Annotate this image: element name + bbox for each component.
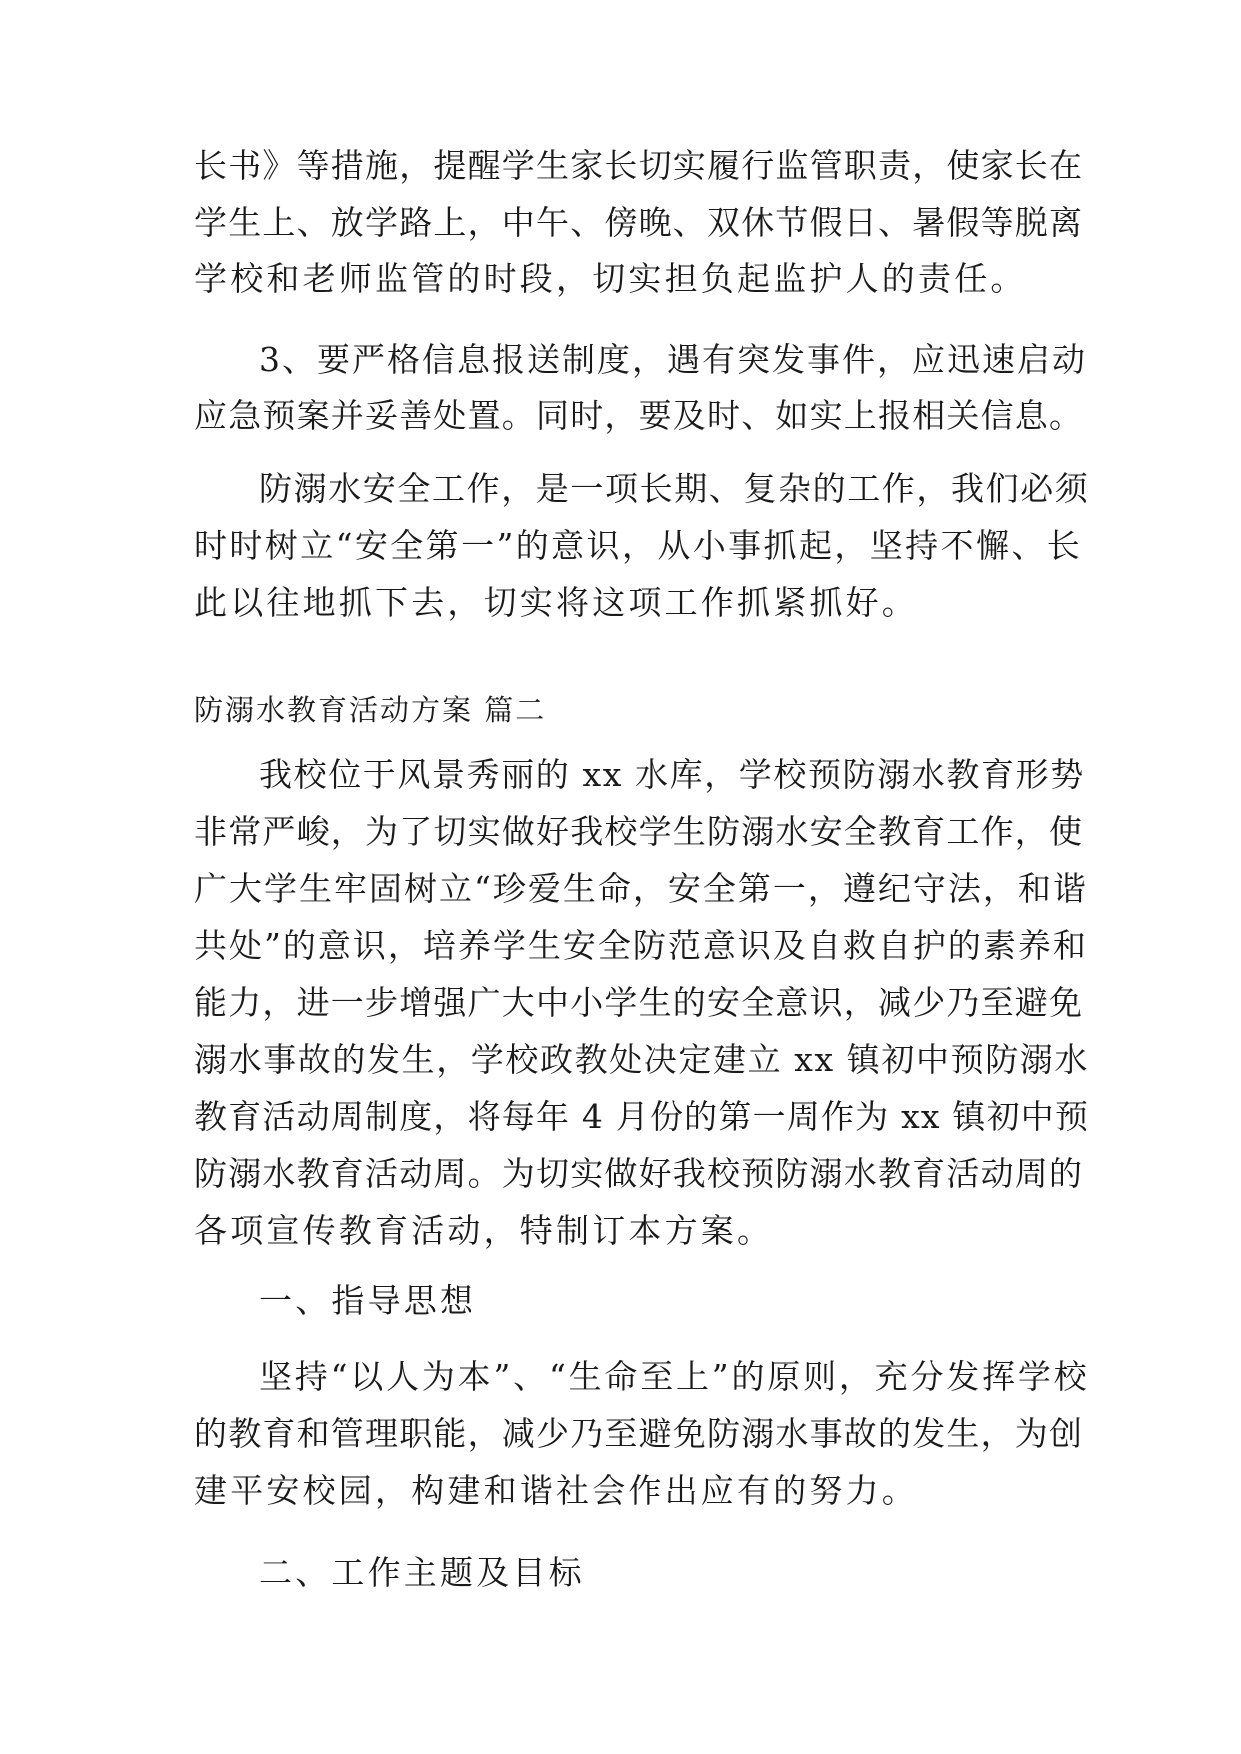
paragraph-line: 共处”的意识，培养学生安全防范意识及自救自护的素养和 — [194, 926, 1088, 965]
paragraph-line: 我校位于风景秀丽的 xx 水库，学校预防溺水教育形势 — [259, 755, 1085, 794]
paragraph-line: 防溺水安全工作，是一项长期、复杂的工作，我们必须 — [259, 469, 1090, 508]
paragraph-line: 时时树立“安全第一”的意识，从小事抓起，坚持不懈、长 — [194, 526, 1083, 565]
paragraph-line: 此以往地抓下去，切实将这项工作抓紧抓好。 — [194, 583, 918, 622]
paragraph-line: 学校和老师监管的时段，切实担负起监护人的责任。 — [194, 259, 1027, 298]
paragraph-line: 非常严峻，为了切实做好我校学生防溺水安全教育工作，使 — [194, 812, 1084, 851]
paragraph-line: 能力，进一步增强广大中小学生的安全意识，减少乃至避免 — [194, 983, 1084, 1022]
paragraph-line: 溺水事故的发生，学校政教处决定建立 xx 镇初中预防溺水 — [194, 1040, 1090, 1079]
paragraph-line: 坚持“以人为本”、“生命至上”的原则，充分发挥学校 — [259, 1357, 1090, 1396]
paragraph-line: 长书》等措施，提醒学生家长切实履行监管职责，使家长在 — [194, 146, 1084, 185]
paragraph-line: 建平安校园，构建和谐社会作出应有的努力。 — [194, 1471, 918, 1510]
paragraph-line: 防溺水教育活动周。为切实做好我校预防溺水教育活动周的 — [194, 1154, 1084, 1193]
paragraph-line: 应急预案并妥善处置。同时，要及时、如实上报相关信息。 — [194, 396, 1084, 435]
section-subheading: 一、指导思想 — [259, 1281, 477, 1320]
paragraph-line: 广大学生牢固树立“珍爱生命，安全第一，遵纪守法，和谐 — [194, 869, 1088, 908]
section-heading: 防溺水教育活动方案 篇二 — [194, 693, 547, 727]
paragraph-line: 教育活动周制度，将每年 4 月份的第一周作为 xx 镇初中预 — [194, 1097, 1090, 1136]
paragraph-line: 的教育和管理职能，减少乃至避免防溺水事故的发生，为创 — [194, 1414, 1084, 1453]
paragraph-line: 3、要严格信息报送制度，遇有突发事件，应迅速启动 — [259, 340, 1087, 379]
paragraph-line: 学生上、放学路上，中午、傍晚、双休节假日、暑假等脱离 — [194, 203, 1084, 242]
paragraph-line: 各项宣传教育活动，特制订本方案。 — [194, 1211, 774, 1250]
section-subheading: 二、工作主题及目标 — [259, 1553, 585, 1592]
